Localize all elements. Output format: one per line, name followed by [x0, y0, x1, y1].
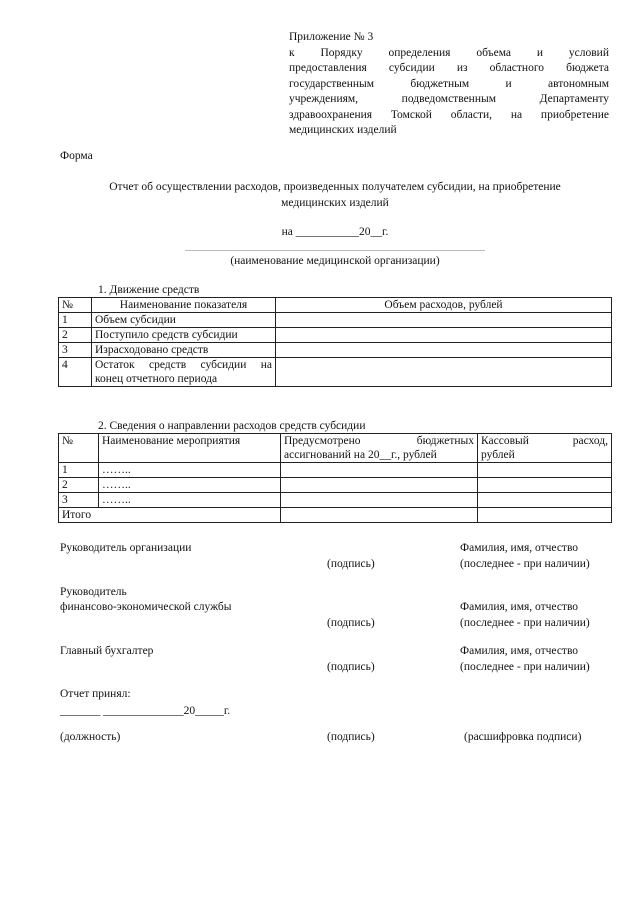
accepted-signature-caption: (подпись)	[327, 731, 375, 743]
section2-title: 2. Сведения о направлении расходов средств субсидии	[98, 420, 366, 432]
organization-name-line	[185, 250, 485, 251]
accountant-signature-label: Главный бухгалтер	[60, 645, 154, 657]
row-number: 4	[59, 358, 92, 387]
finance-fio-caption: Фамилия, имя, отчество	[460, 601, 579, 613]
cash-expense-cell[interactable]	[478, 463, 612, 478]
document-title	[40, 180, 630, 211]
accepted-label: Отчет принял:	[60, 688, 131, 700]
annex-line: здравоохранения Томской области, на приобретение	[289, 108, 609, 121]
planned-amount-cell[interactable]	[281, 493, 478, 508]
finance-signature-caption: (подпись)	[327, 617, 375, 629]
indicator-name-line: Остаток средств субсидии на	[95, 359, 272, 371]
planned-amount-cell[interactable]	[281, 463, 478, 478]
indicator-name-line: конец отчетного периода	[95, 373, 218, 385]
header-cell: Объем расходов, рублей	[276, 298, 612, 313]
table-row	[59, 343, 612, 358]
expense-value-cell[interactable]	[276, 358, 612, 387]
finance-fio-note: (последнее - при наличии)	[460, 617, 590, 629]
section1-title: 1. Движение средств	[98, 284, 200, 296]
accountant-fio-note: (последнее - при наличии)	[460, 661, 590, 673]
header-line: ассигнований на 20__г., рублей	[284, 449, 437, 461]
header-cell	[478, 434, 612, 463]
expense-directions-table	[58, 433, 612, 523]
annex-line: предоставления субсидии из областного бюджета	[289, 62, 609, 74]
header-line: Кассовый расход,	[481, 435, 608, 447]
table-total-row	[59, 508, 612, 523]
head-signature-label: Руководитель организации	[60, 542, 192, 554]
indicator-name	[92, 358, 276, 387]
annex-line: государственным бюджетным и автономным	[289, 77, 609, 90]
annex-line: медицинских изделий	[289, 124, 397, 136]
expense-value-cell[interactable]	[276, 313, 612, 328]
table-row	[59, 358, 612, 387]
document-title-line: медицинских изделий	[281, 196, 389, 209]
indicator-name: Объем субсидии	[92, 313, 276, 328]
head-fio-caption: Фамилия, имя, отчество	[460, 542, 579, 554]
funds-movement-table	[58, 297, 612, 387]
table-header-row	[59, 434, 612, 463]
header-line: рублей	[481, 449, 515, 461]
annex-title: Приложение № 3	[289, 31, 374, 43]
planned-amount-cell[interactable]	[281, 478, 478, 493]
expense-value-cell[interactable]	[276, 328, 612, 343]
organization-caption: (наименование медицинской организации)	[230, 255, 440, 267]
position-caption: (должность)	[60, 731, 121, 743]
total-label: Итого	[59, 508, 281, 523]
row-number: 3	[59, 493, 99, 508]
head-signature-caption: (подпись)	[327, 558, 375, 570]
indicator-name: Израсходовано средств	[92, 343, 276, 358]
activity-name: ……..	[99, 493, 281, 508]
finance-signature-label: финансово-экономической службы	[60, 601, 232, 613]
annex-line: учреждениям, подведомственным Департаменту	[289, 93, 609, 105]
header-cell: Наименование мероприятия	[99, 434, 281, 463]
annex-block	[289, 30, 609, 139]
activity-name: ……..	[99, 478, 281, 493]
accepted-blank-line: _______ ______________20_____г.	[60, 705, 231, 717]
cash-expense-cell[interactable]	[478, 493, 612, 508]
row-number: 3	[59, 343, 92, 358]
expense-value-cell[interactable]	[276, 343, 612, 358]
table-row	[59, 478, 612, 493]
row-number: 1	[59, 313, 92, 328]
header-cell: №	[59, 434, 99, 463]
activity-name: ……..	[99, 463, 281, 478]
document-title-line: Отчет об осуществлении расходов, произведенных получателем субсидии, на приобретение	[109, 181, 561, 193]
table-header-row	[59, 298, 612, 313]
planned-total-cell[interactable]	[281, 508, 478, 523]
header-cell: Наименование показателя	[92, 298, 276, 313]
report-date-line: на ___________20__г.	[281, 226, 389, 238]
finance-signature-label: Руководитель	[60, 586, 127, 598]
head-fio-note: (последнее - при наличии)	[460, 558, 590, 570]
table-row	[59, 463, 612, 478]
accountant-signature-caption: (подпись)	[327, 661, 375, 673]
indicator-name: Поступило средств субсидии	[92, 328, 276, 343]
header-cell: №	[59, 298, 92, 313]
cash-expense-cell[interactable]	[478, 478, 612, 493]
table-row	[59, 493, 612, 508]
form-label: Форма	[60, 150, 93, 162]
table-row	[59, 313, 612, 328]
header-line: Предусмотрено бюджетных	[284, 435, 474, 447]
row-number: 2	[59, 478, 99, 493]
header-cell	[281, 434, 478, 463]
signature-decoding-caption: (расшифровка подписи)	[464, 731, 582, 743]
row-number: 1	[59, 463, 99, 478]
row-number: 2	[59, 328, 92, 343]
table-row	[59, 328, 612, 343]
annex-line: к Порядку определения объема и условий	[289, 46, 609, 59]
cash-total-cell[interactable]	[478, 508, 612, 523]
accountant-fio-caption: Фамилия, имя, отчество	[460, 645, 579, 657]
